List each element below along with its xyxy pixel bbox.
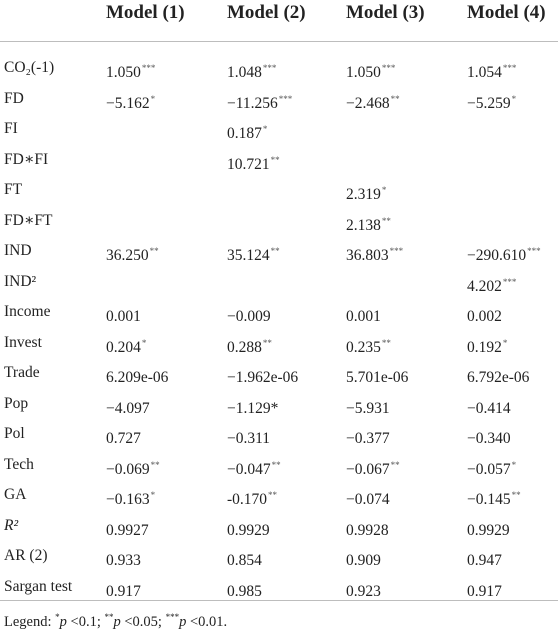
cell-value: −0.067 bbox=[346, 460, 390, 478]
cell-model-2 bbox=[227, 546, 263, 571]
cell-model-4 bbox=[467, 272, 516, 297]
cell-value: −0.069 bbox=[106, 460, 150, 478]
header-model-2: Model (2) bbox=[227, 2, 306, 23]
significance-stars: ** bbox=[381, 337, 391, 348]
table-row bbox=[0, 144, 558, 176]
table-header bbox=[0, 0, 558, 42]
cell-model-2 bbox=[227, 333, 272, 358]
cell-model-2 bbox=[227, 211, 228, 236]
cell-model-4 bbox=[467, 119, 468, 144]
cell-value: 0.288 bbox=[227, 338, 262, 356]
cell-value: -0.170 bbox=[227, 491, 268, 508]
header-rule bbox=[0, 41, 558, 42]
cell-value: −4.097 bbox=[106, 399, 150, 417]
cell-model-4 bbox=[467, 424, 512, 449]
cell-value: 36.250 bbox=[106, 247, 149, 264]
significance-stars: * bbox=[502, 337, 508, 348]
cell-model-2 bbox=[227, 577, 263, 602]
cell-model-4 bbox=[467, 455, 516, 480]
significance-stars: ** bbox=[262, 337, 272, 348]
table-row bbox=[0, 296, 558, 328]
cell-model-4 bbox=[467, 150, 468, 175]
row-label: Pop bbox=[4, 394, 29, 412]
cell-model-3 bbox=[346, 485, 391, 510]
cell-model-4 bbox=[467, 333, 507, 358]
cell-model-3 bbox=[346, 89, 400, 114]
cell-value: −1.129* bbox=[227, 399, 279, 417]
cell-model-3 bbox=[346, 455, 400, 480]
cell-model-1 bbox=[106, 394, 151, 419]
cell-model-3 bbox=[346, 58, 395, 83]
cell-model-2 bbox=[227, 455, 281, 480]
cell-model-2 bbox=[227, 516, 271, 541]
table-row bbox=[0, 327, 558, 359]
significance-stars: * bbox=[511, 93, 517, 104]
significance-stars: ** bbox=[149, 246, 159, 256]
cell-model-4 bbox=[467, 516, 511, 541]
significance-stars: *** bbox=[389, 246, 404, 256]
legend-threshold-1: <0.1; bbox=[66, 614, 105, 630]
cell-model-2 bbox=[227, 119, 267, 144]
cell-model-1 bbox=[106, 516, 150, 541]
cell-value: 1.050 bbox=[106, 64, 141, 81]
cell-model-2 bbox=[227, 272, 228, 297]
legend-sig-1: * bbox=[55, 612, 60, 622]
cell-value: 0.947 bbox=[467, 552, 502, 569]
header-model-4: Model (4) bbox=[467, 2, 546, 23]
table-row bbox=[0, 510, 558, 542]
cell-model-2 bbox=[227, 394, 279, 419]
significance-stars: ** bbox=[150, 459, 160, 470]
significance-stars: *** bbox=[141, 63, 156, 73]
cell-value: 0.001 bbox=[106, 308, 141, 325]
cell-value: −5.259 bbox=[467, 94, 511, 112]
cell-model-2 bbox=[227, 424, 271, 449]
row-label: IND bbox=[4, 242, 32, 259]
table-row bbox=[0, 540, 558, 572]
table-row bbox=[0, 174, 558, 206]
cell-value: 1.048 bbox=[227, 64, 262, 81]
cell-value: 2.319 bbox=[346, 186, 381, 203]
significance-stars: *** bbox=[527, 246, 541, 256]
table-row bbox=[0, 449, 558, 481]
cell-model-4 bbox=[467, 211, 468, 236]
row-label: Trade bbox=[4, 364, 40, 381]
significance-stars: ** bbox=[270, 154, 280, 165]
cell-model-3 bbox=[346, 363, 409, 388]
cell-value: 0.187 bbox=[227, 125, 262, 142]
cell-value: 0.727 bbox=[106, 430, 141, 447]
significance-stars: ** bbox=[270, 246, 280, 256]
row-label: R² bbox=[4, 516, 19, 534]
cell-value: 0.917 bbox=[467, 582, 502, 600]
cell-value: 0.002 bbox=[467, 308, 502, 325]
row-label: FT bbox=[4, 181, 23, 198]
significance-stars: *** bbox=[502, 63, 517, 73]
significance-stars: * bbox=[150, 490, 156, 500]
cell-model-4 bbox=[467, 485, 521, 510]
cell-value: 0.9929 bbox=[227, 521, 270, 539]
cell-model-1 bbox=[106, 333, 146, 358]
cell-value: 5.701e-06 bbox=[346, 369, 409, 386]
cell-value: 0.9928 bbox=[346, 521, 389, 539]
cell-value: 35.124 bbox=[227, 247, 270, 264]
cell-value: −5.931 bbox=[346, 399, 390, 417]
cell-value: −0.163 bbox=[106, 491, 150, 508]
legend-p-1: p bbox=[59, 614, 67, 630]
cell-value: −2.468 bbox=[346, 94, 390, 112]
cell-model-1 bbox=[106, 302, 142, 327]
cell-model-3 bbox=[346, 394, 391, 419]
cell-value: −0.074 bbox=[346, 491, 390, 508]
cell-model-3 bbox=[346, 211, 391, 236]
cell-value: 6.209e-06 bbox=[106, 369, 169, 386]
cell-value: −0.377 bbox=[346, 430, 390, 447]
header-model-1: Model (1) bbox=[106, 2, 185, 23]
table-row bbox=[0, 388, 558, 420]
cell-model-1 bbox=[106, 546, 142, 571]
table-legend bbox=[4, 612, 227, 631]
cell-model-3 bbox=[346, 516, 390, 541]
cell-model-2 bbox=[227, 241, 280, 266]
cell-model-4 bbox=[467, 241, 541, 266]
table-row bbox=[0, 479, 558, 511]
legend-p-2: p bbox=[113, 614, 121, 630]
cell-model-2 bbox=[227, 180, 228, 205]
table-row bbox=[0, 52, 558, 84]
cell-model-1 bbox=[106, 211, 107, 236]
cell-model-3 bbox=[346, 333, 391, 358]
cell-value: −1.962e-06 bbox=[227, 369, 299, 386]
cell-model-1 bbox=[106, 180, 107, 205]
row-label: AR (2) bbox=[4, 547, 48, 564]
cell-value: 0.9927 bbox=[106, 521, 149, 539]
legend-p-3: p bbox=[179, 614, 187, 630]
cell-value: 4.202 bbox=[467, 277, 502, 295]
cell-model-3 bbox=[346, 577, 382, 602]
row-label: CO₂(-1) bbox=[4, 59, 55, 76]
cell-model-1 bbox=[106, 241, 159, 266]
table-row bbox=[0, 266, 558, 298]
legend-prefix: Legend: bbox=[4, 614, 56, 630]
table-row bbox=[0, 571, 558, 603]
cell-value: −5.162 bbox=[106, 94, 150, 112]
cell-value: −0.311 bbox=[227, 430, 271, 447]
cell-value: 0.9929 bbox=[467, 521, 510, 539]
cell-value: −290.610 bbox=[467, 247, 527, 264]
row-label: Tech bbox=[4, 455, 34, 473]
cell-value: 0.909 bbox=[346, 552, 381, 569]
cell-model-1 bbox=[106, 150, 107, 175]
row-label: FD∗FT bbox=[4, 211, 53, 229]
cell-model-2 bbox=[227, 150, 280, 175]
cell-model-3 bbox=[346, 241, 403, 266]
table-row bbox=[0, 113, 558, 145]
table-row bbox=[0, 235, 558, 267]
legend-threshold-2: <0.05; bbox=[120, 614, 166, 630]
table-row bbox=[0, 357, 558, 389]
cell-model-2 bbox=[227, 363, 299, 388]
cell-value: 0.204 bbox=[106, 338, 141, 356]
row-label: IND² bbox=[4, 272, 37, 290]
significance-stars: * bbox=[262, 124, 268, 134]
significance-stars: * bbox=[381, 185, 387, 195]
cell-model-3 bbox=[346, 302, 382, 327]
cell-model-1 bbox=[106, 58, 155, 83]
row-label: FI bbox=[4, 120, 18, 137]
legend-sig-2: ** bbox=[104, 612, 114, 622]
significance-stars: ** bbox=[390, 459, 400, 470]
table-row bbox=[0, 418, 558, 450]
significance-stars: *** bbox=[278, 93, 293, 104]
cell-model-3 bbox=[346, 150, 347, 175]
cell-model-1 bbox=[106, 363, 169, 388]
cell-value: −0.009 bbox=[227, 308, 271, 325]
cell-model-3 bbox=[346, 546, 382, 571]
cell-value: −0.414 bbox=[467, 399, 511, 417]
cell-value: −0.340 bbox=[467, 430, 511, 447]
cell-model-3 bbox=[346, 424, 391, 449]
header-model-3: Model (3) bbox=[346, 2, 425, 23]
significance-stars: *** bbox=[381, 63, 396, 73]
cell-value: −0.047 bbox=[227, 460, 271, 478]
cell-model-2 bbox=[227, 89, 292, 114]
cell-value: 0.985 bbox=[227, 582, 262, 600]
bottom-rule bbox=[0, 600, 558, 601]
cell-value: −11.256 bbox=[227, 94, 278, 112]
cell-value: 0.235 bbox=[346, 338, 381, 356]
cell-model-1 bbox=[106, 89, 155, 114]
row-label: FD bbox=[4, 89, 24, 107]
cell-model-3 bbox=[346, 119, 347, 144]
cell-model-1 bbox=[106, 455, 160, 480]
row-label: Sargan test bbox=[4, 577, 73, 595]
table-row bbox=[0, 83, 558, 115]
cell-model-1 bbox=[106, 272, 107, 297]
row-label: Invest bbox=[4, 333, 42, 351]
cell-value: 1.050 bbox=[346, 64, 381, 81]
cell-model-4 bbox=[467, 577, 503, 602]
row-label: FD∗FI bbox=[4, 150, 49, 168]
cell-value: 0.923 bbox=[346, 582, 381, 600]
cell-model-3 bbox=[346, 272, 347, 297]
cell-model-4 bbox=[467, 89, 516, 114]
row-label: Pol bbox=[4, 425, 25, 442]
significance-stars: ** bbox=[511, 490, 521, 500]
cell-model-4 bbox=[467, 302, 503, 327]
cell-model-4 bbox=[467, 546, 503, 571]
legend-sig-3: *** bbox=[165, 612, 180, 622]
cell-value: 36.803 bbox=[346, 247, 389, 264]
significance-stars: * bbox=[511, 459, 517, 470]
row-label: GA bbox=[4, 486, 27, 503]
cell-value: −0.145 bbox=[467, 491, 511, 508]
cell-model-2 bbox=[227, 485, 277, 510]
significance-stars: ** bbox=[271, 459, 281, 470]
significance-stars: *** bbox=[262, 63, 277, 73]
cell-model-1 bbox=[106, 424, 142, 449]
significance-stars: ** bbox=[268, 490, 278, 500]
cell-model-4 bbox=[467, 180, 468, 205]
cell-value: 2.138 bbox=[346, 216, 381, 234]
cell-value: 0.192 bbox=[467, 338, 502, 356]
cell-model-2 bbox=[227, 58, 276, 83]
cell-value: 6.792e-06 bbox=[467, 369, 530, 386]
legend-threshold-3: <0.01. bbox=[186, 614, 228, 630]
cell-model-4 bbox=[467, 363, 530, 388]
significance-stars: * bbox=[141, 337, 147, 348]
table-row bbox=[0, 205, 558, 237]
cell-model-1 bbox=[106, 119, 107, 144]
cell-value: 0.917 bbox=[106, 582, 141, 600]
cell-model-4 bbox=[467, 58, 516, 83]
cell-value: −0.057 bbox=[467, 460, 511, 478]
cell-value: 0.854 bbox=[227, 552, 262, 569]
row-label: Income bbox=[4, 303, 51, 320]
cell-model-2 bbox=[227, 302, 272, 327]
significance-stars: * bbox=[150, 93, 156, 104]
significance-stars: *** bbox=[502, 276, 517, 287]
cell-value: 10.721 bbox=[227, 155, 270, 173]
cell-model-1 bbox=[106, 485, 155, 510]
cell-model-4 bbox=[467, 394, 512, 419]
cell-model-1 bbox=[106, 577, 142, 602]
cell-model-3 bbox=[346, 180, 386, 205]
significance-stars: ** bbox=[390, 93, 400, 104]
significance-stars: ** bbox=[381, 215, 391, 226]
cell-value: 1.054 bbox=[467, 64, 502, 81]
cell-value: 0.933 bbox=[106, 552, 141, 569]
cell-value: 0.001 bbox=[346, 308, 381, 325]
